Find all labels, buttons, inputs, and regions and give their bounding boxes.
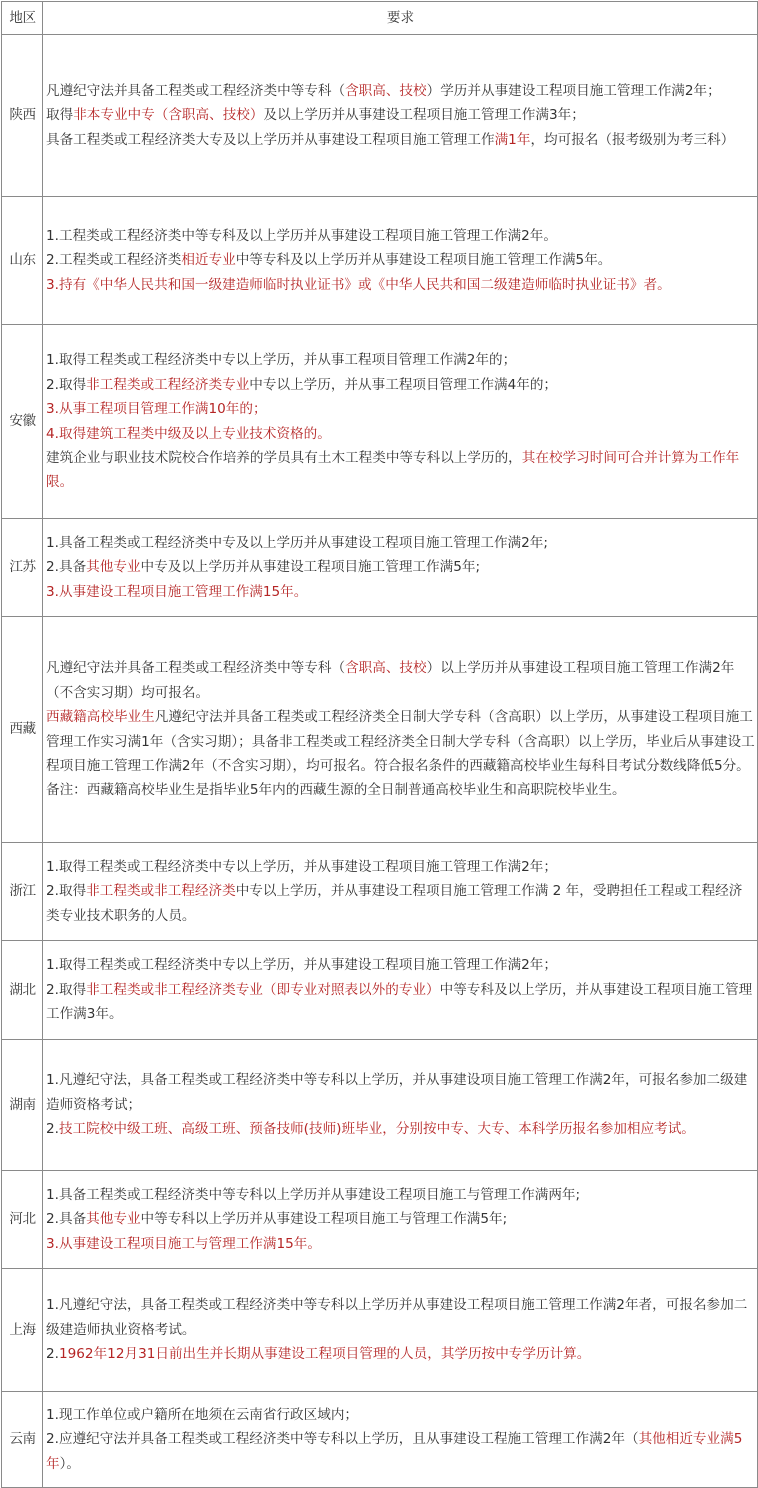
- highlighted-text: 技工院校中级工班、高级工班、预备技师(技师)班毕业，分别按中专、大专、本科学历报名参加相应考试。: [58, 1121, 695, 1138]
- requirement-text: 中等专科及以上学历，并从事建设工程项目施工管理工作满3年。: [46, 981, 753, 1023]
- requirement-text: 1.具备工程类或工程经济类中专及以上学历并从事建设工程项目施工管理工作满2年;: [46, 534, 548, 551]
- requirement-text: 1.凡遵纪守法，具备工程类或工程经济类中等专科以上学历并从事建设工程项目施工管理工作满2年者，可报名参加二级建造师执业资格考试。: [46, 1297, 748, 1338]
- table-header-row: [2, 2, 758, 35]
- highlighted-text: 满1年: [494, 131, 531, 148]
- requirement-line: [46, 103, 755, 127]
- requirement-text: 凡遵纪守法并具备工程类或工程经济类中等专科（: [46, 82, 346, 99]
- requirement-cell: [43, 617, 758, 843]
- header-region: 地区: [2, 2, 43, 35]
- requirement-line: [46, 248, 755, 272]
- requirement-line: [46, 128, 755, 152]
- requirement-text: 2.取得: [46, 376, 87, 393]
- requirement-line: [46, 1068, 755, 1117]
- table-row: [2, 35, 758, 197]
- table-row: [2, 1269, 758, 1392]
- requirement-text: 具备工程类或工程经济类大专及以上学历并从事建设工程项目施工管理工作: [46, 131, 495, 148]
- region-cell: 河北: [2, 1171, 43, 1269]
- table-row: [2, 1040, 758, 1171]
- highlighted-text: 4.取得建筑工程类中级及以上专业技术资格的。: [46, 425, 331, 442]
- requirement-line: [46, 373, 755, 397]
- requirement-text: 2.应遵纪守法并具备工程类或工程经济类中等专科以上学历，且从事建设工程施工管理工作满2年（: [46, 1431, 639, 1448]
- highlighted-text: 其他相近专业满5年: [46, 1431, 743, 1472]
- requirement-line: [46, 705, 755, 778]
- table-row: [2, 617, 758, 843]
- highlighted-text: 含职高、技校: [345, 82, 427, 99]
- region-cell: 陕西: [2, 35, 43, 197]
- table-row: [2, 197, 758, 325]
- requirement-text: ）以上学历并从事建设工程项目施工管理工作满2年（不含实习期）均可报名。: [46, 660, 735, 701]
- requirement-text: 1.取得工程类或工程经济类中专以上学历，并从事建设工程项目施工管理工作满2年；: [46, 957, 557, 974]
- requirement-text: 1.现工作单位或户籍所在地须在云南省行政区域内；: [46, 1406, 359, 1423]
- requirement-text: 2.具备: [46, 1211, 87, 1228]
- requirement-text: 2.工程类或工程经济类: [46, 252, 182, 269]
- requirement-cell: [43, 35, 758, 197]
- requirement-text: 中专以上学历，并从事工程项目管理工作满4年的；: [249, 376, 558, 393]
- requirement-text: 中等专科以上学历并从事建设工程项目施工与管理工作满5年;: [140, 1211, 508, 1228]
- table-row: [2, 941, 758, 1040]
- requirement-line: [46, 1232, 755, 1256]
- requirement-line: [46, 978, 755, 1027]
- requirement-line: [46, 348, 755, 372]
- requirement-line: [46, 1342, 755, 1366]
- table-row: [2, 1171, 758, 1269]
- highlighted-text: 3.从事建设工程项目施工与管理工作满15年。: [46, 1235, 321, 1252]
- requirement-text: 1.凡遵纪守法，具备工程类或工程经济类中等专科以上学历，并从事建设项目施工管理工作满2年，可报名参加二级建造师资格考试；: [46, 1072, 748, 1113]
- requirement-text: 凡遵纪守法并具备工程类或工程经济类全日制大学专科（含高职）以上学历，从事建设工程项目施工管理工作实习满1年（含实习期）；具备非工程类或工程经济类全日制大学专科（含高职）以上学历，毕业后从事建设工程项目施工管理工作满2年（不含实习期），均可报名。符合报名条件的西藏籍高校毕业生每科目考试分数线降低5分。: [46, 709, 755, 774]
- requirement-text: ）学历并从事建设工程项目施工管理工作满2年；: [426, 82, 721, 99]
- region-cell: 山东: [2, 197, 43, 325]
- requirement-line: [46, 224, 755, 248]
- table-row: [2, 519, 758, 617]
- requirement-text: 2.取得: [46, 883, 87, 900]
- requirement-text: 1.具备工程类或工程经济类中等专科以上学历并从事建设工程项目施工与管理工作满两年;: [46, 1186, 581, 1203]
- requirement-line: [46, 656, 755, 705]
- highlighted-text: 1962年12月31日前出生并长期从事建设工程项目管理的人员，其学历按中专学历计算。: [58, 1346, 591, 1363]
- region-cell: 安徽: [2, 325, 43, 519]
- region-cell: 上海: [2, 1269, 43, 1392]
- requirement-line: [46, 1207, 755, 1231]
- requirement-cell: [43, 519, 758, 617]
- requirement-line: [46, 879, 755, 928]
- highlighted-text: 相近专业: [181, 252, 236, 269]
- region-cell: 江苏: [2, 519, 43, 617]
- highlighted-text: 其他专业: [86, 1211, 141, 1228]
- highlighted-text: 非工程类或工程经济类专业: [86, 376, 250, 393]
- requirement-text: 1.工程类或工程经济类中等专科及以上学历并从事建设工程项目施工管理工作满2年。: [46, 227, 557, 244]
- requirement-text: 2.: [46, 1346, 59, 1363]
- requirement-text: ，均可报名（报考级别为考三科）: [530, 131, 735, 148]
- requirement-line: [46, 1293, 755, 1342]
- requirement-line: [46, 580, 755, 604]
- requirement-line: [46, 1403, 755, 1427]
- highlighted-text: 西藏籍高校毕业生: [46, 709, 155, 726]
- highlighted-text: 3.从事工程项目管理工作满10年的；: [46, 401, 267, 418]
- requirement-text: 1.取得工程类或工程经济类中专以上学历，并从事建设工程项目施工管理工作满2年；: [46, 858, 557, 875]
- table-row: [2, 325, 758, 519]
- header-requirement: 要求: [43, 2, 758, 35]
- region-cell: 云南: [2, 1392, 43, 1488]
- requirement-cell: [43, 1269, 758, 1392]
- requirement-line: [46, 855, 755, 879]
- highlighted-text: 3.持有《中华人民共和国一级建造师临时执业证书》或《中华人民共和国二级建造师临时执业证书》者。: [46, 276, 671, 293]
- requirement-cell: [43, 197, 758, 325]
- requirement-text: 中专及以上学历并从事建设工程项目施工管理工作满5年;: [140, 559, 481, 576]
- requirement-cell: [43, 1392, 758, 1488]
- requirement-line: [46, 1427, 755, 1476]
- requirement-line: [46, 273, 755, 297]
- requirement-text: 1.取得工程类或工程经济类中专以上学历，并从事工程项目管理工作满2年的；: [46, 352, 517, 369]
- requirement-line: [46, 1183, 755, 1207]
- requirements-table: [1, 1, 758, 1488]
- requirement-cell: [43, 843, 758, 941]
- region-cell: 西藏: [2, 617, 43, 843]
- requirement-line: [46, 555, 755, 579]
- requirement-cell: [43, 941, 758, 1040]
- requirement-line: [46, 79, 755, 103]
- requirement-text: 2.: [46, 1121, 59, 1138]
- region-cell: 湖北: [2, 941, 43, 1040]
- requirement-text: 中等专科及以上学历并从事建设工程项目施工管理工作满5年。: [235, 252, 612, 269]
- requirement-line: [46, 531, 755, 555]
- requirement-line: [46, 953, 755, 977]
- requirement-text: 及以上学历并从事建设工程项目施工管理工作满3年；: [263, 107, 585, 124]
- region-cell: 浙江: [2, 843, 43, 941]
- requirement-text: 凡遵纪守法并具备工程类或工程经济类中等专科（: [46, 660, 346, 677]
- highlighted-text: 非工程类或非工程经济类专业（即专业对照表以外的专业）: [86, 981, 440, 998]
- requirement-cell: [43, 325, 758, 519]
- requirement-text: 取得: [46, 107, 74, 124]
- highlighted-text: 非本专业中专（含职高、技校）: [73, 107, 264, 124]
- requirement-text: 2.取得: [46, 981, 87, 998]
- requirement-line: [46, 1117, 755, 1141]
- requirement-text: 建筑企业与职业技术院校合作培养的学员具有土木工程类中等专科以上学历的，: [46, 449, 522, 466]
- requirement-line: [46, 778, 755, 802]
- highlighted-text: 3.从事建设工程项目施工管理工作满15年。: [46, 583, 308, 600]
- requirement-line: [46, 422, 755, 446]
- highlighted-text: 其他专业: [86, 559, 141, 576]
- table-row: [2, 1392, 758, 1488]
- requirement-text: 备注：西藏籍高校毕业生是指毕业5年内的西藏生源的全日制普通高校毕业生和高职院校毕业生。: [46, 782, 626, 799]
- requirement-cell: [43, 1040, 758, 1171]
- requirement-text: 中专以上学历，并从事建设工程项目施工管理工作满 2 年，受聘担任工程或工程经济类专业技术职务的人员。: [46, 883, 743, 924]
- highlighted-text: 含职高、技校: [345, 660, 427, 677]
- requirement-text: ）。: [59, 1455, 80, 1472]
- highlighted-text: 非工程类或非工程经济类: [86, 883, 236, 900]
- requirements-table-body: [2, 2, 758, 1488]
- requirement-line: [46, 397, 755, 421]
- requirement-line: [46, 446, 755, 495]
- requirement-cell: [43, 1171, 758, 1269]
- table-row: [2, 843, 758, 941]
- requirement-text: 2.具备: [46, 559, 87, 576]
- highlighted-text: 其在校学习时间可合并计算为工作年限。: [46, 449, 740, 491]
- region-cell: 湖南: [2, 1040, 43, 1171]
